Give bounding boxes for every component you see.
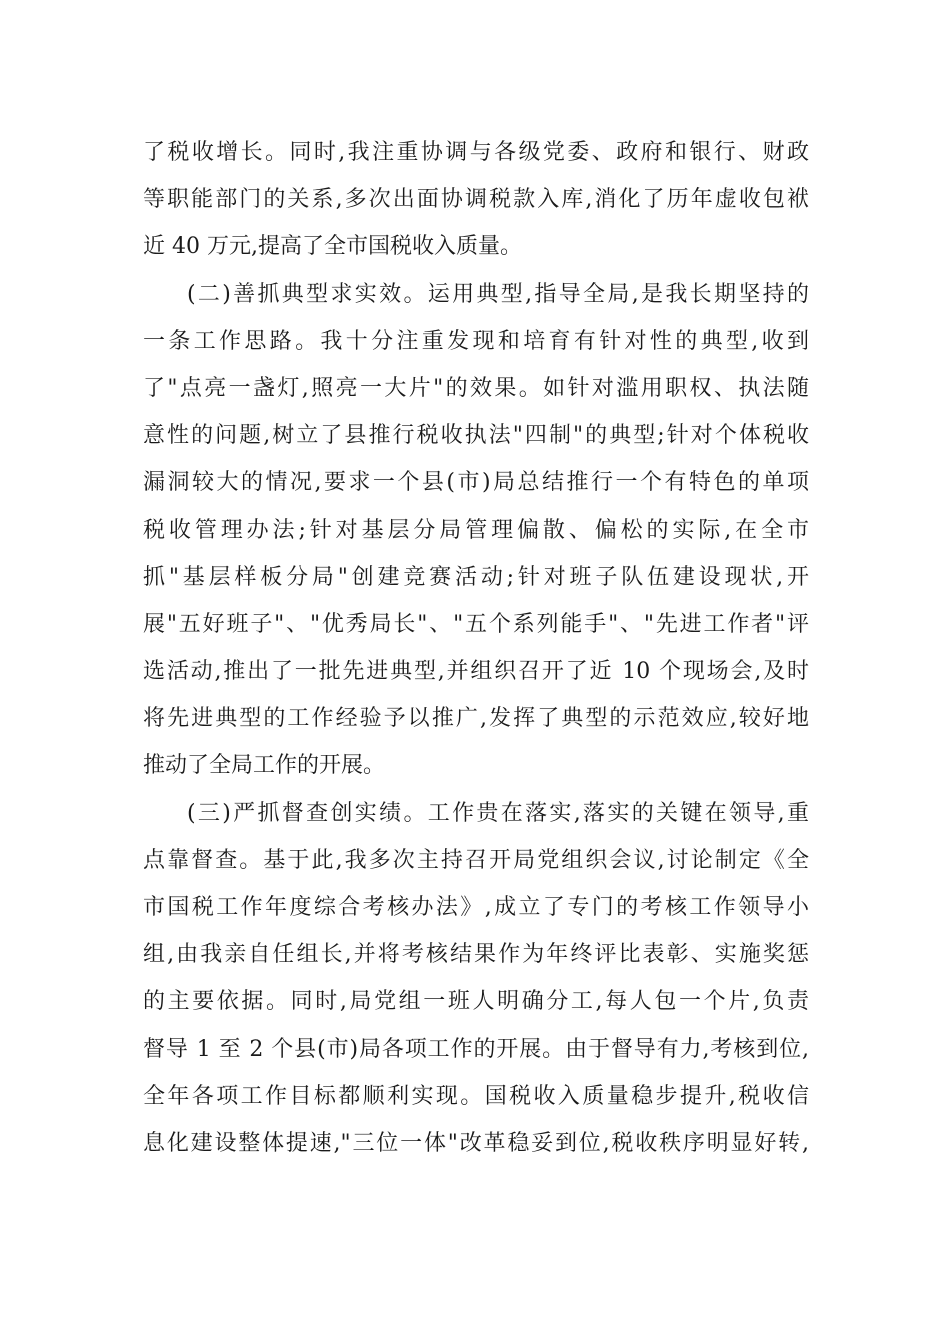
paragraph-2 [143, 271, 809, 790]
text-line: 等职能部门的关系,多次出面协调税款入库,消化了历年虚收包袱 [143, 187, 809, 213]
paragraph-3 [143, 790, 809, 1168]
text-line: 选活动,推出了一批先进典型,并组织召开了近 10 个现场会,及时 [143, 659, 809, 685]
text-line: 了"点亮一盏灯,照亮一大片"的效果。如针对滥用职权、执法随 [143, 375, 809, 401]
text-line: 漏洞较大的情况,要求一个县(市)局总结推行一个有特色的单项 [143, 470, 809, 496]
text-line: 一条工作思路。我十分注重发现和培育有针对性的典型,收到 [143, 328, 809, 354]
text-line: 将先进典型的工作经验予以推广,发挥了典型的示范效应,较好地 [143, 706, 809, 732]
text-line: 展"五好班子"、"优秀局长"、"五个系列能手"、"先进工作者"评 [143, 611, 809, 637]
text-line: 了税收增长。同时,我注重协调与各级党委、政府和银行、财政 [143, 140, 809, 165]
text-line-first: (三)严抓督查创实绩。工作贵在落实,落实的关键在领导,重 [187, 800, 809, 826]
text-line: 息化建设整体提速,"三位一体"改革稳妥到位,税收秩序明显好转, [143, 1130, 809, 1156]
document-body [143, 129, 809, 1167]
text-line: 督导 1 至 2 个县(市)局各项工作的开展。由于督导有力,考核到位, [143, 1036, 809, 1062]
text-line: 税收管理办法;针对基层分局管理偏散、偏松的实际,在全市 [143, 517, 809, 543]
text-line: 点靠督查。基于此,我多次主持召开局党组织会议,讨论制定《全 [143, 847, 809, 873]
text-line-first: (二)善抓典型求实效。运用典型,指导全局,是我长期坚持的 [187, 281, 809, 307]
text-line: 组,由我亲自任组长,并将考核结果作为年终评比表彰、实施奖惩 [143, 942, 809, 968]
text-line: 全年各项工作目标都顺利实现。国税收入质量稳步提升,税收信 [143, 1083, 809, 1109]
text-line: 推动了全局工作的开展。 [143, 753, 386, 779]
text-line: 近 40 万元,提高了全市国税收入质量。 [143, 234, 522, 260]
paragraph-continuation [143, 129, 809, 271]
text-line: 意性的问题,树立了县推行税收执法"四制"的典型;针对个体税收 [143, 423, 809, 449]
text-line: 的主要依据。同时,局党组一班人明确分工,每人包一个片,负责 [143, 989, 809, 1015]
text-line: 市国税工作年度综合考核办法》,成立了专门的考核工作领导小 [143, 895, 809, 920]
text-line: 抓"基层样板分局"创建竞赛活动;针对班子队伍建设现状,开 [143, 564, 809, 590]
